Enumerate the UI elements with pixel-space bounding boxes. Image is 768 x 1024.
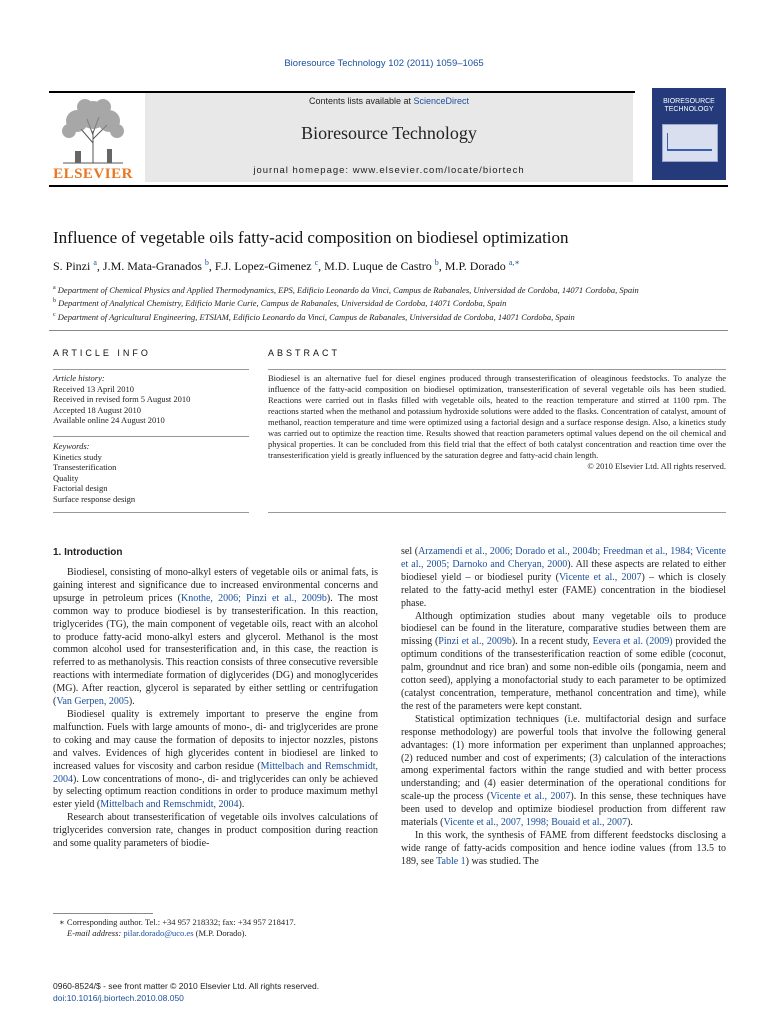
history-item: Accepted 18 August 2010 bbox=[53, 404, 142, 415]
author-affiliation-mark[interactable]: c bbox=[314, 258, 319, 267]
email-label: E-mail address: bbox=[67, 928, 122, 938]
body-column-left bbox=[53, 567, 378, 851]
citation-link[interactable]: Vicente et al., 2007 bbox=[558, 571, 642, 583]
body-text: Biodiesel, consisting of mono-alkyl esters of vegetable oils or animal fats, is gaining interest and significance due to increased environmental concerns and upsurge in petroleum prices ( bbox=[53, 567, 378, 604]
body-paragraph bbox=[401, 611, 726, 714]
journal-citation[interactable]: Bioresource Technology 102 (2011) 1059–1065 bbox=[284, 58, 484, 69]
citation-link[interactable]: Mittelbach and Remschmidt, 2004 bbox=[53, 760, 378, 785]
author-affiliation-mark[interactable]: a bbox=[93, 258, 97, 267]
body-text: ) was studied. The bbox=[465, 855, 539, 867]
abstract-body: Biodiesel is an alternative fuel for diesel engines produced through transesterification of oleaginous feedstocks. To analyze the influence of the fatty-acid composition on biodiesel optimization, transesterification of several vegetable oils has been studied. Reactions were carried out in flasks filled with vegetable oils, heated to the reaction temperature and stirred at 1100 rpm. The reactions started when the methanol and potassium hydroxide solutions were added to the flasks. Concentration of catalyst, amount of methanol, reaction temperature and time were optimized using a factorial design and a surface response design. Also, a kinetics study was carried out to optimize the reaction time. Results showed that reaction parameters optimal values depend on the oil chemical and physical properties. It can be concluded from this field trial that the effect of both catalyst concentration and reaction time over the transesterification yield is greatly influenced by the saturation degree and fatty-acid chain length. bbox=[268, 373, 726, 460]
affiliation-mark: b bbox=[53, 298, 56, 305]
abstract-copyright: © 2010 Elsevier Ltd. All rights reserved. bbox=[587, 461, 726, 471]
contents-line bbox=[145, 96, 633, 106]
author-name: M.D. Luque de Castro bbox=[324, 259, 432, 273]
body-paragraph bbox=[53, 812, 378, 851]
body-text: ). In a recent study, bbox=[511, 636, 593, 648]
affiliation bbox=[53, 296, 733, 309]
contents-prefix: Contents lists available at bbox=[308, 96, 414, 106]
citation-link[interactable]: Knothe, 2006; Pinzi et al., 2009b bbox=[180, 592, 327, 604]
elsevier-logo[interactable] bbox=[53, 93, 133, 183]
history-label: Article history: bbox=[53, 373, 105, 383]
body-text: ). Low concentrations of mono-, di- and triglycerides can only be achieved by selecting optimum reaction conditions in order to produce maximum methyl ester yield ( bbox=[53, 773, 378, 811]
body-paragraph bbox=[401, 546, 726, 611]
citation-link[interactable]: Van Gerpen, 2005 bbox=[56, 696, 129, 708]
body-text: Research about transesterification of vegetable oils involves calculations of triglycerides conversion rate, changes in product composition during reaction and some quality parameters of biodie- bbox=[53, 812, 378, 850]
abstract-text bbox=[268, 373, 726, 472]
affiliation-text: Department of Chemical Physics and Applied Thermodynamics, EPS, Edificio Leonardo da Vinci, Campus de Rabanales, Universidad de Cordoba, 14071 Cordoba, Spain bbox=[55, 284, 639, 295]
citation-link[interactable]: Table 1 bbox=[436, 855, 466, 867]
body-paragraph bbox=[53, 709, 378, 812]
author-separator: , bbox=[96, 259, 103, 273]
body-text: ). bbox=[238, 799, 245, 811]
citation-link[interactable]: Vicente et al., 2007 bbox=[490, 791, 571, 803]
body-text: ). bbox=[128, 696, 135, 708]
citation-link[interactable]: Mittelbach and Remschmidt, 2004 bbox=[100, 799, 239, 811]
journal-header-box bbox=[145, 93, 633, 182]
section-heading-introduction: 1. Introduction bbox=[53, 547, 123, 558]
author-separator: , bbox=[438, 259, 445, 273]
affiliation-mark: c bbox=[53, 311, 56, 318]
body-column-right bbox=[401, 546, 726, 869]
keywords-label: Keywords: bbox=[53, 441, 90, 451]
author-affiliation-mark[interactable]: b bbox=[434, 258, 439, 267]
meta-divider bbox=[49, 330, 728, 331]
article-history bbox=[53, 373, 249, 426]
body-text: ). bbox=[627, 817, 633, 829]
article-info-heading: ARTICLE INFO bbox=[53, 348, 151, 358]
issn-block bbox=[53, 980, 378, 1004]
corresponding-author: Corresponding author. Tel.: +34 957 218332; fax: +34 957 218417. bbox=[66, 917, 296, 927]
affiliation-mark: a bbox=[53, 285, 56, 291]
keyword-item: Surface response design bbox=[53, 493, 136, 504]
keyword-item: Quality bbox=[53, 472, 79, 483]
body-text: provided the optimum conditions of the transesterification reaction of some edible (coconut, palm, groundnut and rice bran) and some non-edible oils (pongamia, neem and cotton seed), applying a monofactorial study to each parameter to be optimized (catalyst concentration, temperature, methanol concentration and time), while the rest of the parameters were kept constant. bbox=[401, 636, 727, 712]
author-name: M.P. Dorado bbox=[444, 259, 506, 273]
affiliation bbox=[53, 310, 733, 323]
keyword-item: Kinetics study bbox=[53, 451, 102, 462]
body-paragraph bbox=[401, 830, 726, 869]
body-text: Although optimization studies about many vegetable oils to produce biodiesel can be found in the literature, comparative studies between them are missing ( bbox=[401, 610, 726, 648]
keywords bbox=[53, 441, 249, 504]
header-rule-bottom bbox=[49, 185, 728, 187]
author-list bbox=[53, 258, 733, 274]
citation-link[interactable]: Vicente et al., 2007, 1998; Bouaid et al., 2007 bbox=[443, 817, 628, 829]
body-text: ). All these aspects are related to either biodiesel yield – or biodiesel purity ( bbox=[401, 558, 726, 583]
body-text: sel ( bbox=[401, 546, 419, 557]
email-link[interactable]: pilar.dorado@uco.es bbox=[123, 928, 194, 938]
cover-chart-icon bbox=[662, 124, 718, 162]
email-suffix: (M.P. Dorado). bbox=[193, 928, 247, 938]
affiliation bbox=[53, 283, 733, 296]
info-divider bbox=[53, 436, 249, 437]
journal-homepage[interactable]: journal homepage: www.elsevier.com/locate/biortech bbox=[253, 165, 525, 176]
affiliations bbox=[53, 283, 733, 323]
footnote bbox=[53, 917, 378, 939]
history-item: Received 13 April 2010 bbox=[53, 383, 134, 394]
doi-link[interactable]: doi:10.1016/j.biortech.2010.08.050 bbox=[53, 993, 184, 1003]
body-text: ) – which is closely related to the fatty-acid methyl ester (FAME) concentration in the biodiesel phase. bbox=[401, 571, 727, 609]
author-name: J.M. Mata-Granados bbox=[102, 259, 202, 273]
footnote-rule bbox=[53, 913, 153, 914]
affiliation-text: Department of Agricultural Engineering, ETSIAM, Edificio Leonardo da Vinci, Campus de Rabanales, Universidad de Cordoba, 14071 Cordoba, Spain bbox=[55, 311, 575, 322]
front-matter-line: 0960-8524/$ - see front matter © 2010 Elsevier Ltd. All rights reserved. bbox=[53, 981, 320, 991]
body-text: Biodiesel quality is extremely important to preserve the engine from malfunction. Fuels with large amounts of mono-, di- and triglycerides are prone to coking and may cause the formation of deposits to injector nozzles, pistons and valves. Evidences of high glycerides content in biodiesel are linked to increased values for viscosity and carbon residue ( bbox=[53, 708, 378, 772]
keyword-list bbox=[53, 452, 249, 505]
citation-link[interactable]: Eevera et al. (2009) bbox=[592, 636, 673, 648]
abstract-heading: ABSTRACT bbox=[268, 348, 341, 358]
history-item: Available online 24 August 2010 bbox=[53, 415, 165, 425]
keyword-item: Transesterification bbox=[53, 462, 117, 472]
body-text: ). The most common way to produce biodiesel is by transesterification. In this reaction, triglycerides (TG), the main component of vegetable oils, react with an alcohol to produce fatty-acid mono-alkyl esters and glycerol. Methanol is the most common alcohol used for transesterification and, in this case, the reaction is referred to as methanolysis. This reaction consists of three consecutive reversible reactions with intermediate formation of diglycerides (DG) and monoglycerides (MG). After reaction, glycerol is separated by either settling or centrifugation ( bbox=[53, 592, 378, 708]
author-separator: , bbox=[208, 259, 215, 273]
elsevier-tree-icon bbox=[53, 93, 133, 167]
author-name: S. Pinzi bbox=[53, 259, 91, 273]
body-paragraph bbox=[53, 567, 378, 709]
cover-title: BIORESOURCE TECHNOLOGY bbox=[663, 98, 715, 113]
elsevier-wordmark: ELSEVIER bbox=[53, 166, 133, 182]
author-affiliation-mark[interactable]: a,∗ bbox=[508, 258, 520, 267]
author-separator: , bbox=[318, 259, 325, 273]
info-divider bbox=[53, 369, 249, 370]
history-item: Received in revised form 5 August 2010 bbox=[53, 394, 191, 404]
sciencedirect-link[interactable]: ScienceDirect bbox=[413, 96, 470, 106]
paper-title: Influence of vegetable oils fatty-acid composition on biodiesel optimization bbox=[53, 228, 569, 247]
affiliation-text: Department of Analytical Chemistry, Edificio Marie Curie, Campus de Rabanales, Universidad de Cordoba, 14071 Cordoba, Spain bbox=[56, 298, 507, 309]
abstract-divider bbox=[268, 512, 726, 513]
journal-cover[interactable] bbox=[652, 88, 726, 180]
info-divider bbox=[53, 512, 249, 513]
body-text: Statistical optimization techniques (i.e. multifactorial design and surface response methodology) are powerful tools that involve the following general advantages: (1) more information per experiment than unplanned approaches; (2) reduced number and cost of experiments; (3) calculation of the interactions among experimental factors within the range studied and with better process understanding; and (4) easier determination of the operational conditions for scale-up the process ( bbox=[401, 713, 726, 803]
footnote-star: ∗ bbox=[59, 917, 65, 927]
author-name: F.J. Lopez-Gimenez bbox=[214, 259, 312, 273]
history-list bbox=[53, 384, 249, 426]
journal-title: Bioresource Technology bbox=[301, 123, 477, 143]
abstract-divider bbox=[268, 369, 726, 370]
body-paragraph bbox=[401, 714, 726, 830]
citation-link[interactable]: Arzamendi et al., 2006; Dorado et al., 2004b; Freedman et al., 1984; Vicente et al., 2005; Darnoko and Cheryan, 2000 bbox=[401, 546, 726, 570]
keyword-item: Factorial design bbox=[53, 483, 108, 493]
body-text: In this work, the synthesis of FAME from different feedstocks disclosing a wide range of fatty-acids composition and hence iodine values (from 13.5 to 189, see bbox=[401, 829, 726, 867]
author-affiliation-mark[interactable]: b bbox=[204, 258, 209, 267]
body-text: ). In this sense, these techniques have been used to develop and optimize biodiesel production from different raw materials ( bbox=[401, 791, 726, 829]
citation-link[interactable]: Pinzi et al., 2009b bbox=[438, 636, 512, 648]
